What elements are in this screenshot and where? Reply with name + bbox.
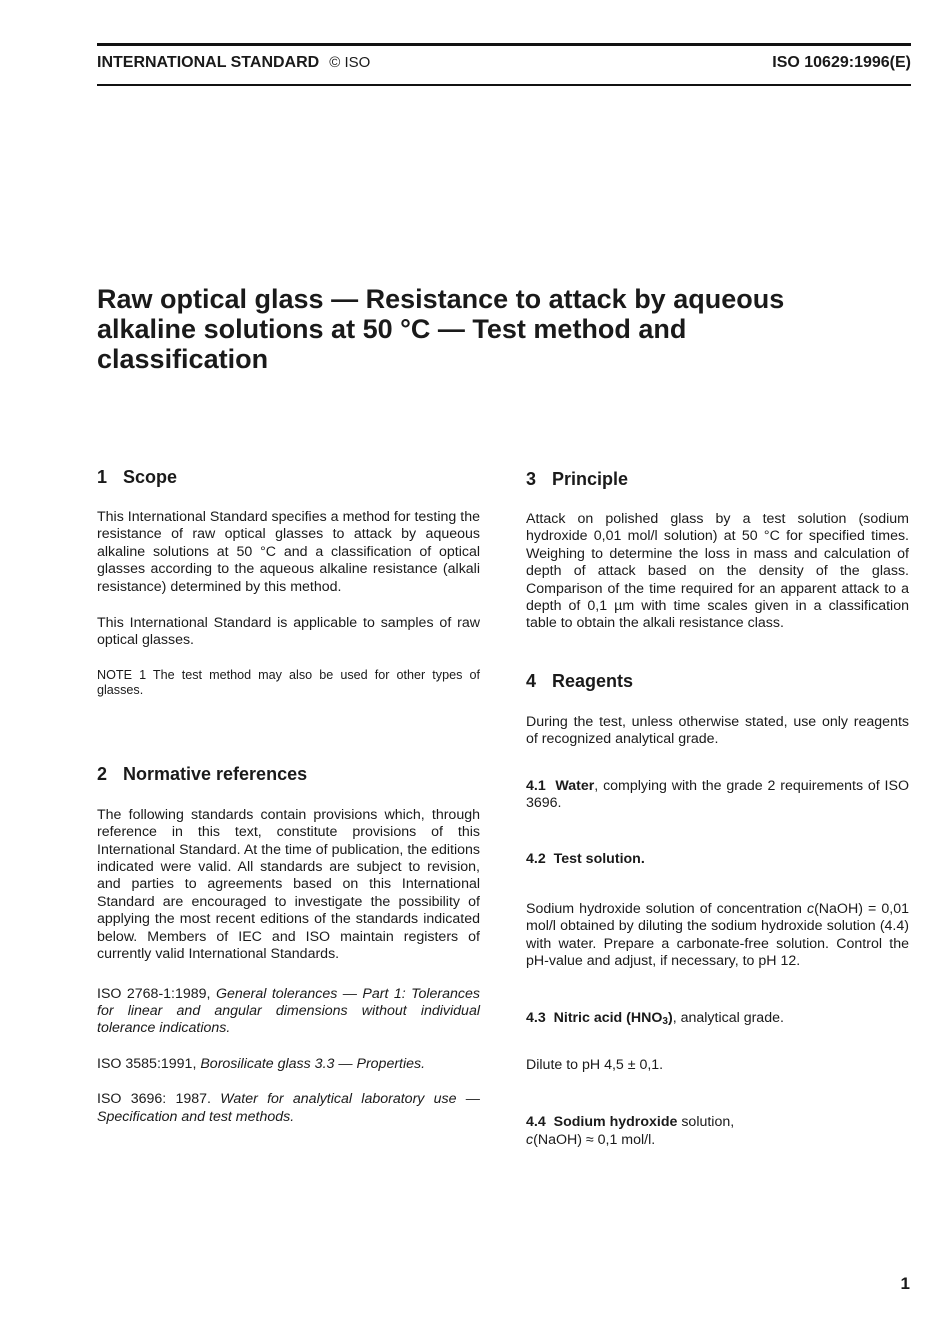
reference-item <box>97 1091 480 1126</box>
reagent-test-solution-heading <box>526 851 909 868</box>
section-reagents-heading <box>526 670 909 692</box>
section-principle-heading <box>526 468 909 490</box>
clause-name: Water <box>555 777 595 794</box>
reference-item <box>97 1056 480 1073</box>
header-document-number: ISO 10629:1996(E) <box>772 54 911 71</box>
reference-title: General tolerances — Part 1: Tolerances for linear and angular dimensions without individual tolerance indications. <box>97 985 480 1037</box>
section-scope-heading <box>97 466 480 488</box>
reference-title: Borosilicate glass 3.3 — Properties. <box>200 1055 426 1072</box>
left-column <box>97 466 480 1126</box>
section-title: Scope <box>123 467 178 487</box>
section-number: 4 <box>526 670 537 691</box>
running-header <box>97 54 911 76</box>
reagent-nitric-acid <box>526 1010 909 1030</box>
clause-text: solution, <box>677 1114 735 1131</box>
clause-text: Sodium hydroxide solution of concentration <box>526 900 802 917</box>
reference-code: ISO 3696: 1987. <box>97 1091 211 1108</box>
reference-title: Water for analytical laboratory use — Specification and test methods. <box>97 1091 480 1125</box>
nitric-acid-paragraph: Dilute to pH 4,5 ± 0,1. <box>526 1056 664 1073</box>
clause-number: 4.2 <box>526 851 546 868</box>
variable-c: c <box>806 900 815 917</box>
scope-paragraph-2: This International Standard is applicable to samples of raw optical glasses. <box>97 615 480 649</box>
clause-name: ) <box>667 1009 673 1026</box>
section-number: 3 <box>526 469 537 489</box>
clause-name: Nitric acid (HNO <box>553 1009 663 1026</box>
reagent-sodium-hydroxide <box>526 1114 909 1149</box>
right-column <box>526 468 909 1149</box>
clause-text: (NaOH) ≈ 0,1 mol/l. <box>533 1131 656 1148</box>
document-title: Raw optical glass — Resistance to attack by aqueous alkaline solutions at 50 °C — Test method and classification <box>97 284 785 374</box>
section-title: Reagents <box>552 670 634 691</box>
reference-item <box>97 986 480 1038</box>
subscript: 3 <box>662 1015 668 1027</box>
section-number: 2 <box>97 763 108 784</box>
reagent-water <box>526 778 909 813</box>
clause-number: 4.1 <box>526 777 546 794</box>
clause-name: Test solution. <box>553 851 645 868</box>
test-solution-paragraph <box>526 901 909 971</box>
clause-text: (NaOH) = 0,01 mol/l obtained by diluting the sodium hydroxide solution (4.4) with water. Prepare a carbonate-free solution. Control the pH-value and adjust, if necessary, to pH 12. <box>526 900 909 970</box>
header-bottom-rule <box>97 84 911 86</box>
clause-text: , analytical grade. <box>672 1009 784 1026</box>
header-standard-label: INTERNATIONAL STANDARD <box>97 54 320 71</box>
reference-code: ISO 2768-1:1989, <box>97 985 211 1002</box>
section-title: Normative references <box>123 763 308 784</box>
clause-number: 4.3 <box>526 1009 546 1026</box>
header-copyright: © ISO <box>329 54 371 71</box>
page-number: 1 <box>900 1274 910 1293</box>
clause-number: 4.4 <box>526 1114 546 1131</box>
clause-text: , complying with the grade 2 requirements of ISO 3696. <box>526 777 909 812</box>
section-title: Principle <box>552 469 629 489</box>
section-number: 1 <box>97 467 108 487</box>
reference-code: ISO 3585:1991, <box>97 1055 197 1072</box>
header-top-rule <box>97 43 911 46</box>
principle-paragraph: Attack on polished glass by a test solution (sodium hydroxide 0,01 mol/l solution) at 50 °C for specified times. Weighing to determine the loss in mass and calculation of depth of attack based on the density of the glass. Comparison of the time required for an apparent attack to a depth of 0,1 µm with time scales given in a classification table to obtain the alkali resistance class. <box>526 511 909 632</box>
scope-paragraph-1: This International Standard specifies a method for testing the resistance of raw optical glasses to attack by aqueous alkaline solutions at 50 °C and a classification of optical glasses according to the aqueous alkaline resistance (alkali resistance) determined by this method. <box>97 509 480 595</box>
scope-note: NOTE 1 The test method may also be used for other types of glasses. <box>97 667 480 698</box>
section-normative-heading <box>97 763 480 785</box>
header-left <box>97 54 370 72</box>
clause-name: Sodium hydroxide <box>553 1114 678 1131</box>
reagents-paragraph: During the test, unless otherwise stated, use only reagents of recognized analytical grade. <box>526 713 909 748</box>
variable-c: c <box>526 1131 534 1148</box>
normative-paragraph: The following standards contain provisions which, through reference in this text, constitute provisions of this International Standard. At the time of publication, the editions indicated were valid. All standards are subject to revision, and parties to agreements based on this International Standard are encouraged to investigate the possibility of applying the most recent editions of the standards indicated below. Members of IEC and ISO maintain registers of currently valid International Standards. <box>97 806 480 963</box>
